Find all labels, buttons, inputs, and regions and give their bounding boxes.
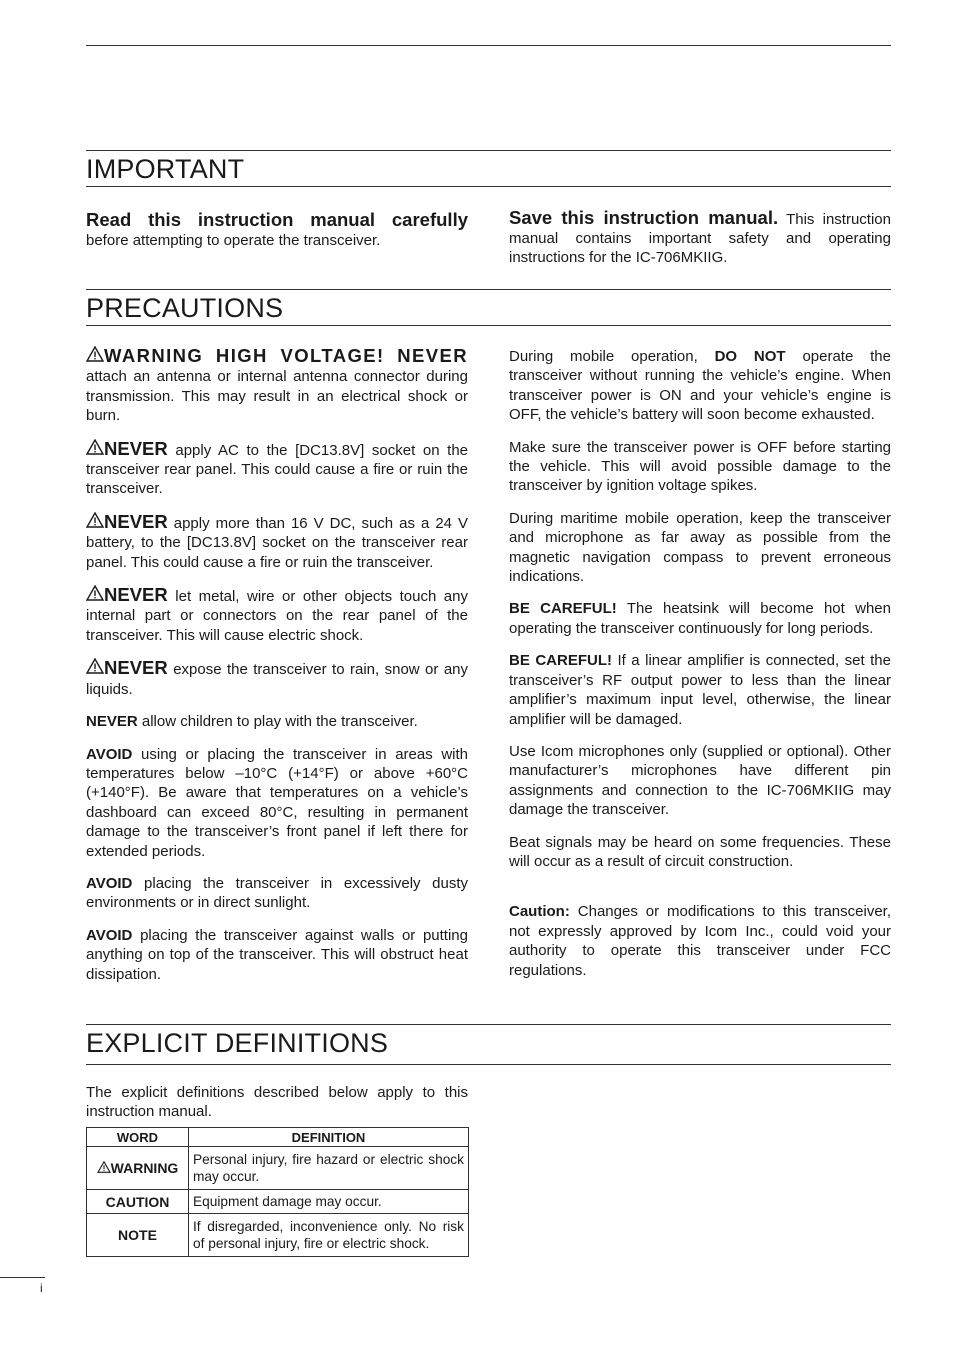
precaution-keyword: NEVER xyxy=(86,713,138,731)
definitions-bottom-rule xyxy=(86,1064,891,1065)
precaution-item xyxy=(86,346,468,426)
be-careful-keyword: BE CAREFUL! xyxy=(509,652,612,670)
precaution-text: expose the transceiver to rain, snow or any liquids. xyxy=(86,661,469,698)
maritime-note: During maritime mobile operation, keep the transceiver and microphone as far away as possible from the magnetic navigation compass to prevent erroneous indications. xyxy=(509,509,891,586)
precaution-keyword: AVOID xyxy=(86,874,133,892)
caution-keyword: Caution: xyxy=(509,903,570,921)
heatsink-note xyxy=(509,599,891,638)
important-bottom-rule xyxy=(86,186,891,187)
microphone-note: Use Icom microphones only (supplied or optional). Other manufacturer’s microphones have different pin assignments and connection to the IC-706MKIIG may damage the transceiver. xyxy=(509,742,891,819)
precaution-item xyxy=(86,874,468,913)
precaution-keyword: AVOID xyxy=(86,926,133,944)
precaution-item xyxy=(86,512,468,572)
warning-triangle-icon xyxy=(97,1161,111,1173)
important-save-heading: Save this instruction manual. xyxy=(509,207,779,228)
precautions-title: PRECAUTIONS xyxy=(86,293,284,323)
precaution-text: allow children to play with the transceiver. xyxy=(141,713,418,731)
definitions-title: EXPLICIT DEFINITIONS xyxy=(86,1028,389,1058)
heatsink-text: The heatsink will become hot when operating the transceiver continuously for long periods. xyxy=(509,600,891,637)
definition-cell: Equipment damage may occur. xyxy=(189,1190,469,1214)
definition-cell: If disregarded, inconvenience only. No risk of personal injury, fire or electric shock. xyxy=(189,1214,469,1257)
important-left-column xyxy=(86,208,468,263)
important-read-text: before attempting to operate the transceiver. xyxy=(86,232,381,249)
precaution-text: placing the transceiver against walls or putting anything on top of the transceiver. This will obstruct heat dissipation. xyxy=(86,926,468,983)
precaution-text: let metal, wire or other objects touch any internal part or connectors on the rear panel of the transceiver. This will cause electric shock. xyxy=(86,588,468,644)
precaution-heading: NEVER xyxy=(104,510,168,532)
do-not-keyword: DO NOT xyxy=(714,348,786,365)
precaution-text: apply AC to the [DC13.8V] socket on the transceiver rear panel. This could cause a fire or ruin the transceiver. xyxy=(86,441,468,498)
word-cell: NOTE xyxy=(87,1214,189,1257)
be-careful-keyword: BE CAREFUL! xyxy=(509,600,617,618)
amplifier-text: If a linear amplifier is connected, set the transceiver’s RF output power to less than the linear amplifier’s maximum input level, otherwise, the linear amplifier will be damaged. xyxy=(509,652,891,728)
definitions-top-rule xyxy=(86,1024,891,1025)
precaution-heading: NEVER xyxy=(104,437,168,459)
beat-signal-note: Beat signals may be heard on some frequencies. These will occur as a result of circuit construction. xyxy=(509,833,891,870)
power-off-note: Make sure the transceiver power is OFF before starting the vehicle. This will avoid possible damage to the transceiver by ignition voltage spikes. xyxy=(509,438,891,495)
precautions-bottom-rule xyxy=(86,325,891,326)
precaution-heading: WARNING HIGH VOLTAGE! NEVER xyxy=(104,345,468,366)
precaution-item xyxy=(86,439,468,499)
definition-column-header: DEFINITION xyxy=(189,1128,469,1147)
precaution-heading: NEVER xyxy=(104,657,168,679)
precaution-text: attach an antenna or internal antenna connector during transmission. This may result in an electrical shock or burn. xyxy=(86,368,468,425)
footer-rule xyxy=(0,1277,45,1278)
word-cell: CAUTION xyxy=(87,1190,189,1214)
amplifier-note xyxy=(509,651,891,729)
fcc-caution-note xyxy=(509,902,891,980)
precaution-text: apply more than 16 V DC, such as a 24 V battery, to the [DC13.8V] socket on the transceiver rear panel. This could cause a fire or ruin the transceiver. xyxy=(86,514,469,571)
important-save-text: This instruction manual contains important safety and operating instructions for the IC-706MKIIG. xyxy=(509,211,891,266)
precautions-left-column xyxy=(86,346,468,997)
precaution-item xyxy=(86,585,468,645)
precaution-item xyxy=(86,926,468,984)
mobile-operation-note xyxy=(509,347,891,425)
definitions-table xyxy=(86,1127,469,1257)
precaution-keyword: AVOID xyxy=(86,745,133,763)
precautions-right-column xyxy=(509,347,891,993)
table-row xyxy=(87,1214,469,1257)
word-column-header: WORD xyxy=(87,1128,189,1147)
warning-triangle-icon xyxy=(86,585,104,601)
warning-triangle-icon xyxy=(86,346,104,362)
warning-triangle-icon xyxy=(86,439,104,455)
important-right-column xyxy=(509,208,891,280)
warning-triangle-icon xyxy=(86,658,104,674)
word-cell xyxy=(87,1147,189,1190)
table-row xyxy=(87,1190,469,1214)
precaution-item xyxy=(86,712,468,731)
precautions-top-rule xyxy=(86,289,891,290)
important-title: IMPORTANT xyxy=(86,154,245,184)
precaution-heading: NEVER xyxy=(104,584,168,606)
important-read-heading: Read this instruction manual carefully xyxy=(86,209,468,230)
mobile-note-text: operate the transceiver without running the vehicle’s engine. When transceiver power is ON and your vehicle’s engine is OFF, the vehicle’s battery will soon become exhausted. xyxy=(509,348,891,424)
table-row xyxy=(87,1147,469,1190)
precaution-text: placing the transceiver in excessively dusty environments or in direct sunlight. xyxy=(86,874,468,912)
mobile-note-lead: During mobile operation, xyxy=(509,348,698,365)
definitions-intro: The explicit definitions described below apply to this instruction manual. xyxy=(86,1084,468,1121)
precaution-item xyxy=(86,658,468,699)
warning-triangle-icon xyxy=(86,512,104,528)
precaution-text: using or placing the transceiver in areas with temperatures below –10°C (+14°F) or above +60°C (+140°F). Be aware that temperatures on a vehicle’s dashboard can exceed 80°C, resulting in permanent damage to the transceiver’s front panel if left there for extended periods. xyxy=(86,745,468,860)
important-read-note xyxy=(86,208,468,250)
header-rule xyxy=(86,45,891,46)
important-top-rule xyxy=(86,150,891,151)
word-label: WARNING xyxy=(110,1160,179,1176)
page-number: i xyxy=(40,1281,43,1295)
table-header-row xyxy=(87,1128,469,1147)
important-save-note xyxy=(509,208,891,267)
fcc-caution-text: Changes or modifications to this transceiver, not expressly approved by Icom Inc., could void your authority to operate this transceiver under FCC regulations. xyxy=(509,903,891,979)
definition-cell: Personal injury, fire hazard or electric shock may occur. xyxy=(189,1147,469,1190)
precaution-item xyxy=(86,745,468,861)
